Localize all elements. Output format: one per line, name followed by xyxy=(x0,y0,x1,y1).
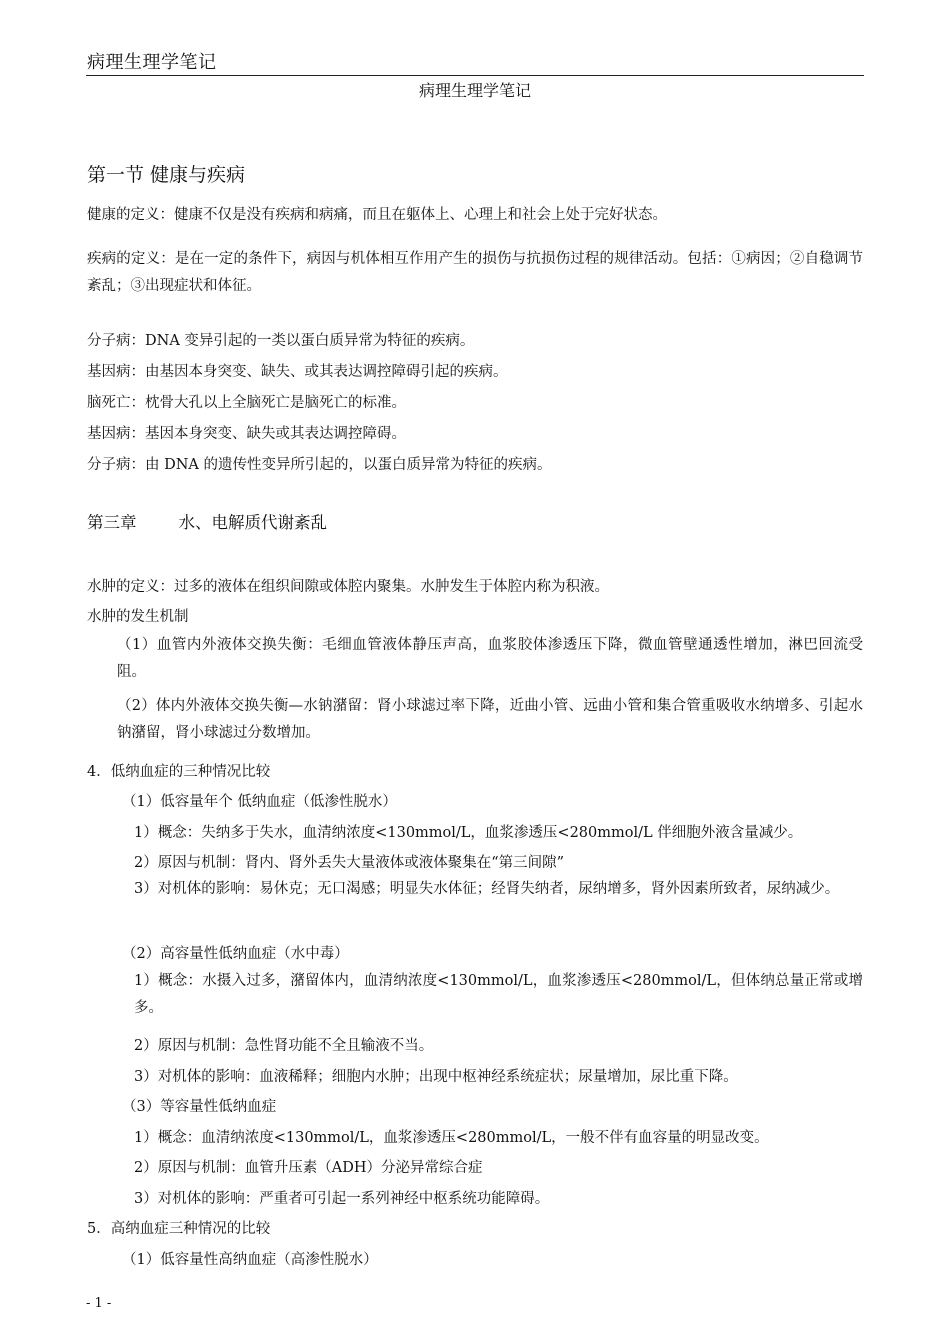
term-item: 基因病：基因本身突变、缺失或其表达调控障碍。 xyxy=(87,426,406,442)
term-item: 分子病：由 DNA 的遗传性变异所引起的，以蛋白质异常为特征的疾病。 xyxy=(87,457,552,473)
hypo-case-point: 3）对机体的影响：严重者可引起一系列神经中枢系统功能障碍。 xyxy=(134,1191,550,1207)
hypo-case-point: 1）概念：血清纳浓度<130mmol/L，血浆渗透压<280mmol/L，一般不伴有血容量的明显改变。 xyxy=(134,1130,769,1146)
hypo-case-point: 2）原因与机制：肾内、肾外丢失大量液体或液体聚集在“第三间隙” xyxy=(134,855,565,871)
disease-definition: 疾病的定义：是在一定的条件下，病因与机体相互作用产生的损伤与抗损伤过程的规律活动。包括：①病因；②自稳调节紊乱；③出现症状和体征。 xyxy=(87,251,863,294)
hypo-case-point: 2）原因与机制：急性肾功能不全且输液不当。 xyxy=(134,1038,434,1054)
hypo-case-title: （3）等容量性低纳血症 xyxy=(122,1099,277,1115)
hypo-case-title: （2）高容量性低纳血症（水中毒） xyxy=(122,946,349,962)
edema-mechanism-title: 水肿的发生机制 xyxy=(87,609,189,625)
hypo-case-title: （1）低容量年个 低纳血症（低渗性脱水） xyxy=(122,794,397,810)
running-header-title: 病理生理学笔记 xyxy=(87,52,217,73)
section-heading: 第一节 健康与疾病 xyxy=(87,164,246,186)
header-divider xyxy=(86,75,864,76)
hypo-case-point: 1）概念：失纳多于失水，血清纳浓度<130mmol/L，血浆渗透压<280mmol/L 伴细胞外液含量减少。 xyxy=(134,825,803,841)
hypo-case-point: 2）原因与机制：血管升压素（ADH）分泌异常综合症 xyxy=(134,1160,483,1176)
mechanism-item: （1）血管内外液体交换失衡：毛细血管液体静压声高，血浆胶体渗透压下降，微血管壁通透性增加，淋巴回流受阻。 xyxy=(117,637,863,680)
hyper-case-title: （1）低容量性高纳血症（高渗性脱水） xyxy=(122,1252,378,1268)
hypo-case-point: 3）对机体的影响：易休克；无口渴感；明显失水体征；经肾失纳者，尿纳增多，肾外因素所致者，尿纳减少。 xyxy=(134,881,840,897)
chapter-heading: 第三章 水、电解质代谢紊乱 xyxy=(87,513,327,532)
term-item: 基因病：由基因本身突变、缺失、或其表达调控障碍引起的疾病。 xyxy=(87,364,508,380)
edema-definition: 水肿的定义：过多的液体在组织间隙或体腔内聚集。水肿发生于体腔内称为积液。 xyxy=(87,579,609,595)
hypo-case-point: 1）概念：水摄入过多，潴留体内，血清纳浓度<130mmol/L，血浆渗透压<280mmol/L，但体纳总量正常或增多。 xyxy=(134,973,863,1016)
hypo-case-point: 3）对机体的影响：血液稀释；细胞内水肿；出现中枢神经系统症状；尿量增加，尿比重下降。 xyxy=(134,1069,738,1085)
health-definition: 健康的定义：健康不仅是没有疾病和病痛，而且在躯体上、心理上和社会上处于完好状态。 xyxy=(87,207,667,223)
page-number: - 1 - xyxy=(86,1296,112,1311)
hypernatremia-title: 5．高纳血症三种情况的比较 xyxy=(87,1221,271,1237)
term-item: 脑死亡：枕骨大孔以上全脑死亡是脑死亡的标准。 xyxy=(87,395,406,411)
document-title: 病理生理学笔记 xyxy=(418,81,531,100)
hyponatremia-title: 4．低纳血症的三种情况比较 xyxy=(87,764,271,780)
term-item: 分子病：DNA 变异引起的一类以蛋白质异常为特征的疾病。 xyxy=(87,333,475,349)
mechanism-item: （2）体内外液体交换失衡—水钠潴留：肾小球滤过率下降，近曲小管、远曲小管和集合管重吸收水纳增多、引起水钠潴留，肾小球滤过分数增加。 xyxy=(117,698,863,741)
